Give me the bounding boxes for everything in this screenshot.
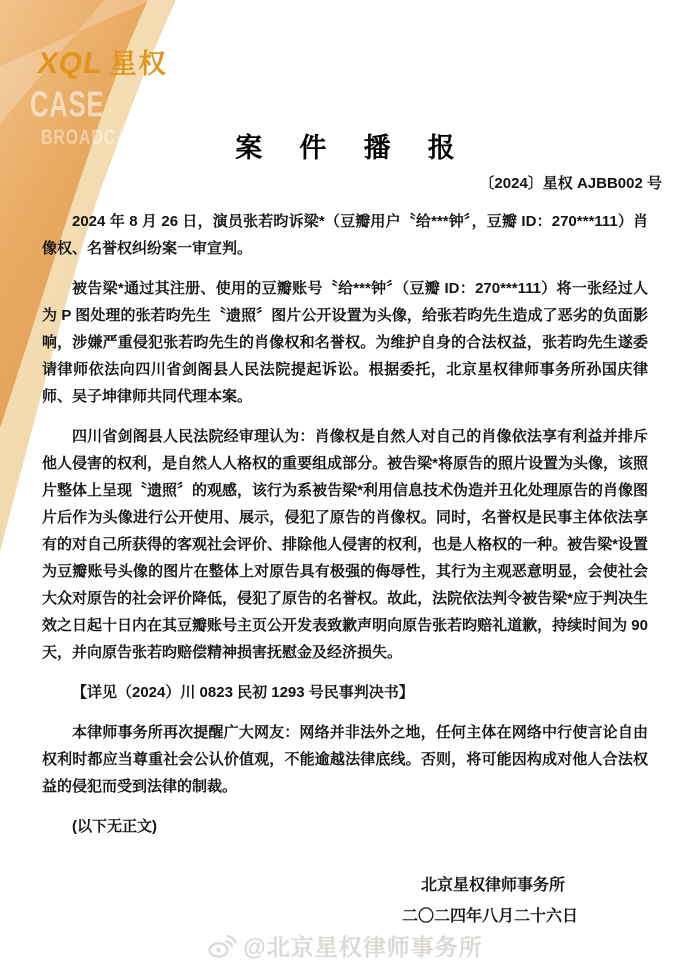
case-watermark-text: CASE [30,84,105,125]
body-paragraph: 2024 年 8 月 26 日，演员张若昀诉梁*（豆瓣用户〝给***钟〞，豆瓣 ID：270***111）肖像权、名誉权纠纷案一审宣判。 [42,213,648,257]
signature-block [42,870,648,932]
logo-chinese-mark: 星权 [109,49,168,79]
weibo-watermark [0,929,690,962]
closing-note: (以下无正文) [72,818,157,835]
signature-firm-name: 北京星权律师事务所 [420,877,565,894]
body-paragraph: 四川省剑阁县人民法院经审理认为：肖像权是自然人对自己的肖像依法享有利益并排斥他人侵害的权利，是自然人人格权的重要组成部分。被告梁*将原告的照片设置为头像，该照片整体上呈现〝遗照〞的观感，该行为系被告梁*利用信息技术伪造并丑化处理原告的肖像图片后作为头像进行公开使用、展示，侵犯了原告的肖像权。同时，名誉权是民事主体依法享有的对自己所获得的客观社会评价、排除他人侵害的权利，也是人格权的一种。被告梁*设置为豆瓣账号头像的图片在整体上对原告具有极强的侮辱性，其行为主观恶意明显，会使社会大众对原告的社会评价降低，侵犯了原告的名誉权。故此，法院依法判令被告梁*应于判决生效之日起十日内在其豆瓣账号主页公开发表致歉声明向原告张若昀赔礼道歉，持续时间为 90 天，并向原告张若昀赔偿精神损害抚慰金及经济损失。 [42,428,648,661]
weibo-icon [207,933,237,959]
body-paragraph: 被告梁*通过其注册、使用的豆瓣账号〝给***钟〞（豆瓣 ID：270***111）将一张经过人为 P 图处理的张若昀先生〝遗照〞图片公开设置为头像，给张若昀先生造成了恶劣的负面影响，涉嫌严重侵犯张若昀先生的肖像权和名誉权。为维护自身的合法权益，张若昀先生遂委请律师依法向四川省剑阁县人民法院提起诉讼。根据委托，北京星权律师事务所孙国庆律师、吴子坤律师共同代理本案。 [42,280,648,405]
broadcast-watermark-text: BROADCAST [41,126,151,150]
logo-latin-mark: XQL [35,47,106,80]
weibo-handle-text: @北京星权律师事务所 [243,934,483,960]
law-firm-logo [35,42,168,81]
reminder-paragraph: 本律师事务所再次提醒广大网友：网络并非法外之地，任何主体在网络中行使言论自由权利时都应当尊重社会公认价值观，不能逾越法律底线。否则，将可能因构成对他人合法权益的侵犯而受到法律的制裁。 [42,724,648,795]
document-title: 案 件 播 报 [235,133,470,163]
judgment-reference-line: 【详见（2024）川 0823 民初 1293 号民事判决书】 [72,684,414,701]
document-body [42,208,648,932]
signature-date: 二〇二四年八月二十六日 [401,908,578,925]
document-number: 〔2024〕星权 AJBB002 号 [479,175,662,192]
